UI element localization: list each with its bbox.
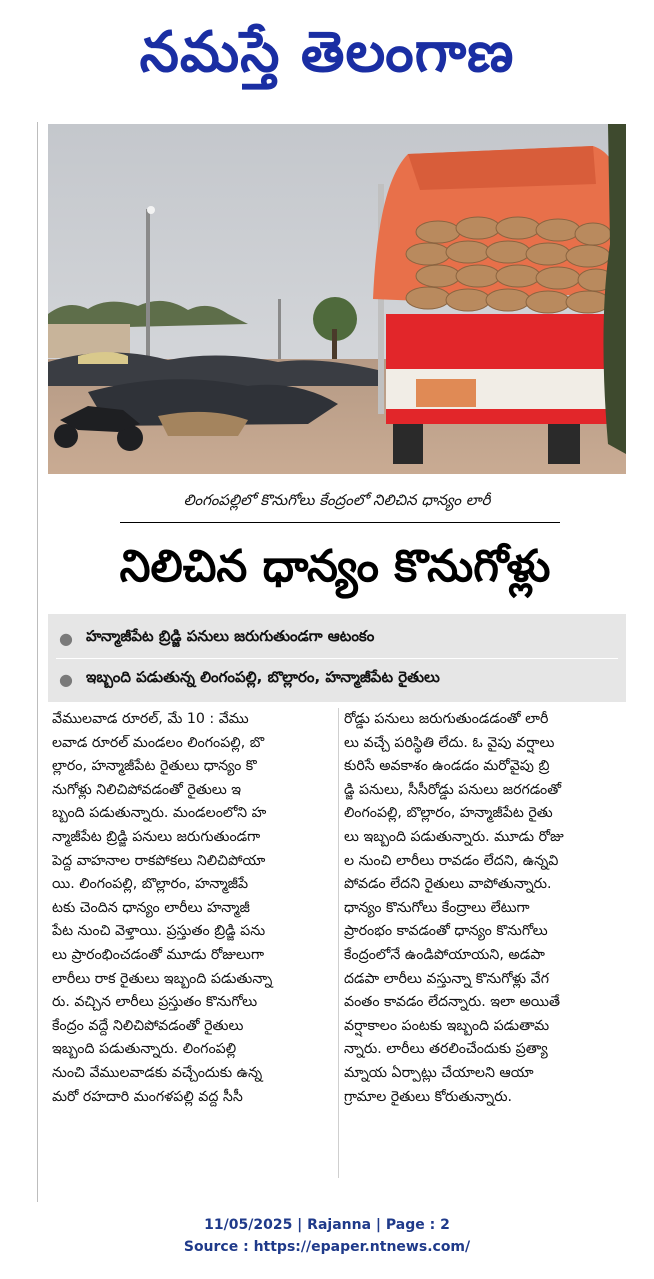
left-margin-rule bbox=[37, 122, 38, 1202]
body-line: ప్రారంభం కావడంతో ధాన్యం కొనుగోలు bbox=[344, 923, 548, 940]
body-line: లింగంపల్లి, బొల్లారం, హన్మాజీపేట రైతు bbox=[344, 805, 553, 822]
page-footer bbox=[0, 1214, 654, 1264]
body-line: న్మాజీపేట బ్రిడ్జి పనులు జరుగుతుండగా bbox=[52, 828, 261, 845]
body-line: పోవడం లేదని రైతులు వాపోతున్నారు. bbox=[344, 876, 552, 893]
headline: నిలిచిన ధాన్యం కొనుగోళ్లు bbox=[119, 541, 551, 592]
footer-date-edition: 11/05/2025 | Rajanna | Page : 2 bbox=[204, 1217, 450, 1233]
body-line: నుగోళ్లు నిలిచిపోవడంతో రైతులు ఇ bbox=[52, 781, 242, 798]
body-line: లవాడ రూరల్ మండలం లింగంపల్లి, బొ bbox=[52, 734, 265, 751]
body-line: ల్లారం, హన్మాజీపేట రైతులు ధాన్యం కొ bbox=[52, 758, 257, 775]
subhead-item bbox=[48, 659, 626, 699]
body-line: గ్రామాల రైతులు కోరుతున్నారు. bbox=[344, 1088, 513, 1105]
body-line: కురిసే అవకాశం ఉండడం మరోవైపు బ్రి bbox=[344, 758, 550, 775]
bullet-icon: ● bbox=[59, 669, 73, 689]
bullet-icon: ● bbox=[59, 628, 73, 648]
body-line: లు ప్రారంభించడంతో మూడు రోజులుగా bbox=[52, 946, 265, 963]
body-line: రు. వచ్చిన లారీలు ప్రస్తుతం కొనుగోలు bbox=[52, 994, 258, 1011]
footer-source-link[interactable]: Source : https://epaper.ntnews.com/ bbox=[183, 1239, 471, 1255]
body-line: వర్షాకాలం పంటకు ఇబ్బంది పడుతామ bbox=[344, 1017, 550, 1034]
subhead-item bbox=[48, 618, 626, 658]
subhead-text: ఇబ్బంది పడుతున్న లింగంపల్లి, బొల్లారం, హన్మాజీపేట రైతులు bbox=[86, 668, 440, 686]
body-line: ధాన్యం కొనుగోలు కేంద్రాలు లేటుగా bbox=[344, 899, 530, 916]
body-line: కేంద్రంలోనే ఉండిపోయాయని, అడపా bbox=[344, 946, 545, 963]
news-photo bbox=[48, 124, 626, 474]
body-line: న్నారు. లారీలు తరలించేందుకు ప్రత్యా bbox=[344, 1041, 548, 1058]
masthead-logo: నమస్తే తెలంగాణ bbox=[139, 19, 515, 85]
photo-caption: లింగంపల్లిలో కొనుగోలు కేంద్రంలో నిలిచిన ధాన్యం లారీ bbox=[183, 491, 491, 509]
body-line: కేంద్రం వద్దే నిలిచిపోవడంతో రైతులు bbox=[52, 1017, 244, 1034]
body-line: లు వచ్చే పరిస్థితి లేదు. ఓ వైపు వర్షాలు bbox=[344, 734, 555, 751]
article-column-left bbox=[52, 708, 342, 1109]
body-line: ఇబ్బంది పడుతున్నారు. లింగంపల్లి bbox=[52, 1041, 237, 1058]
photo-illustration bbox=[48, 124, 626, 474]
subheads-box bbox=[48, 614, 626, 702]
body-line: రోడ్డు పనులు జరుగుతుండడంతో లారీ bbox=[344, 711, 549, 727]
body-line: టకు చెందిన ధాన్యం లారీలు హన్మాజీ bbox=[52, 899, 250, 916]
body-line: వంతం కావడం లేదన్నారు. ఇలా అయితే bbox=[344, 994, 561, 1011]
body-line: లు ఇబ్బంది పడుతున్నారు. మూడు రోజు bbox=[344, 828, 564, 845]
article-column-right bbox=[344, 708, 634, 1109]
body-line: పేట నుంచి వెళ్తాయి. ప్రస్తుతం బ్రిడ్జి పను bbox=[52, 923, 266, 940]
body-line: మ్నాయ ఏర్పాట్లు చేయాలని ఆయా bbox=[344, 1064, 534, 1081]
body-line: దడపా లారీలు వస్తున్నా కొనుగోళ్లు వేగ bbox=[344, 970, 550, 987]
body-line: లారీలు రాక రైతులు ఇబ్బంది పడుతున్నా bbox=[52, 970, 273, 987]
body-line: డ్జి పనులు, సీసీరోడ్డు పనులు జరగడంతో bbox=[344, 781, 562, 798]
subhead-text: హన్మాజీపేట బ్రిడ్జి పనులు జరుగుతుండగా ఆటంకం bbox=[86, 627, 375, 645]
body-line: బ్బంది పడుతున్నారు. మండలంలోని హ bbox=[52, 805, 267, 822]
body-line: పెద్ద వాహనాల రాకపోకలు నిలిచిపోయా bbox=[52, 852, 266, 869]
caption-underline bbox=[120, 522, 560, 523]
body-line: మరో రహదారి మంగళపల్లి వద్ద సీసీ bbox=[52, 1088, 243, 1105]
masthead bbox=[0, 0, 654, 105]
body-line: వేములవాడ రూరల్, మే 10 : వేము bbox=[52, 711, 249, 727]
body-line: యి. లింగంపల్లి, బొల్లారం, హన్మాజీపే bbox=[52, 876, 249, 893]
body-line: నుంచి వేములవాడకు వచ్చేందుకు ఉన్న bbox=[52, 1064, 263, 1081]
body-line: ల నుంచి లారీలు రావడం లేదని, ఉన్నవి bbox=[344, 852, 559, 869]
column-divider bbox=[338, 708, 339, 1178]
